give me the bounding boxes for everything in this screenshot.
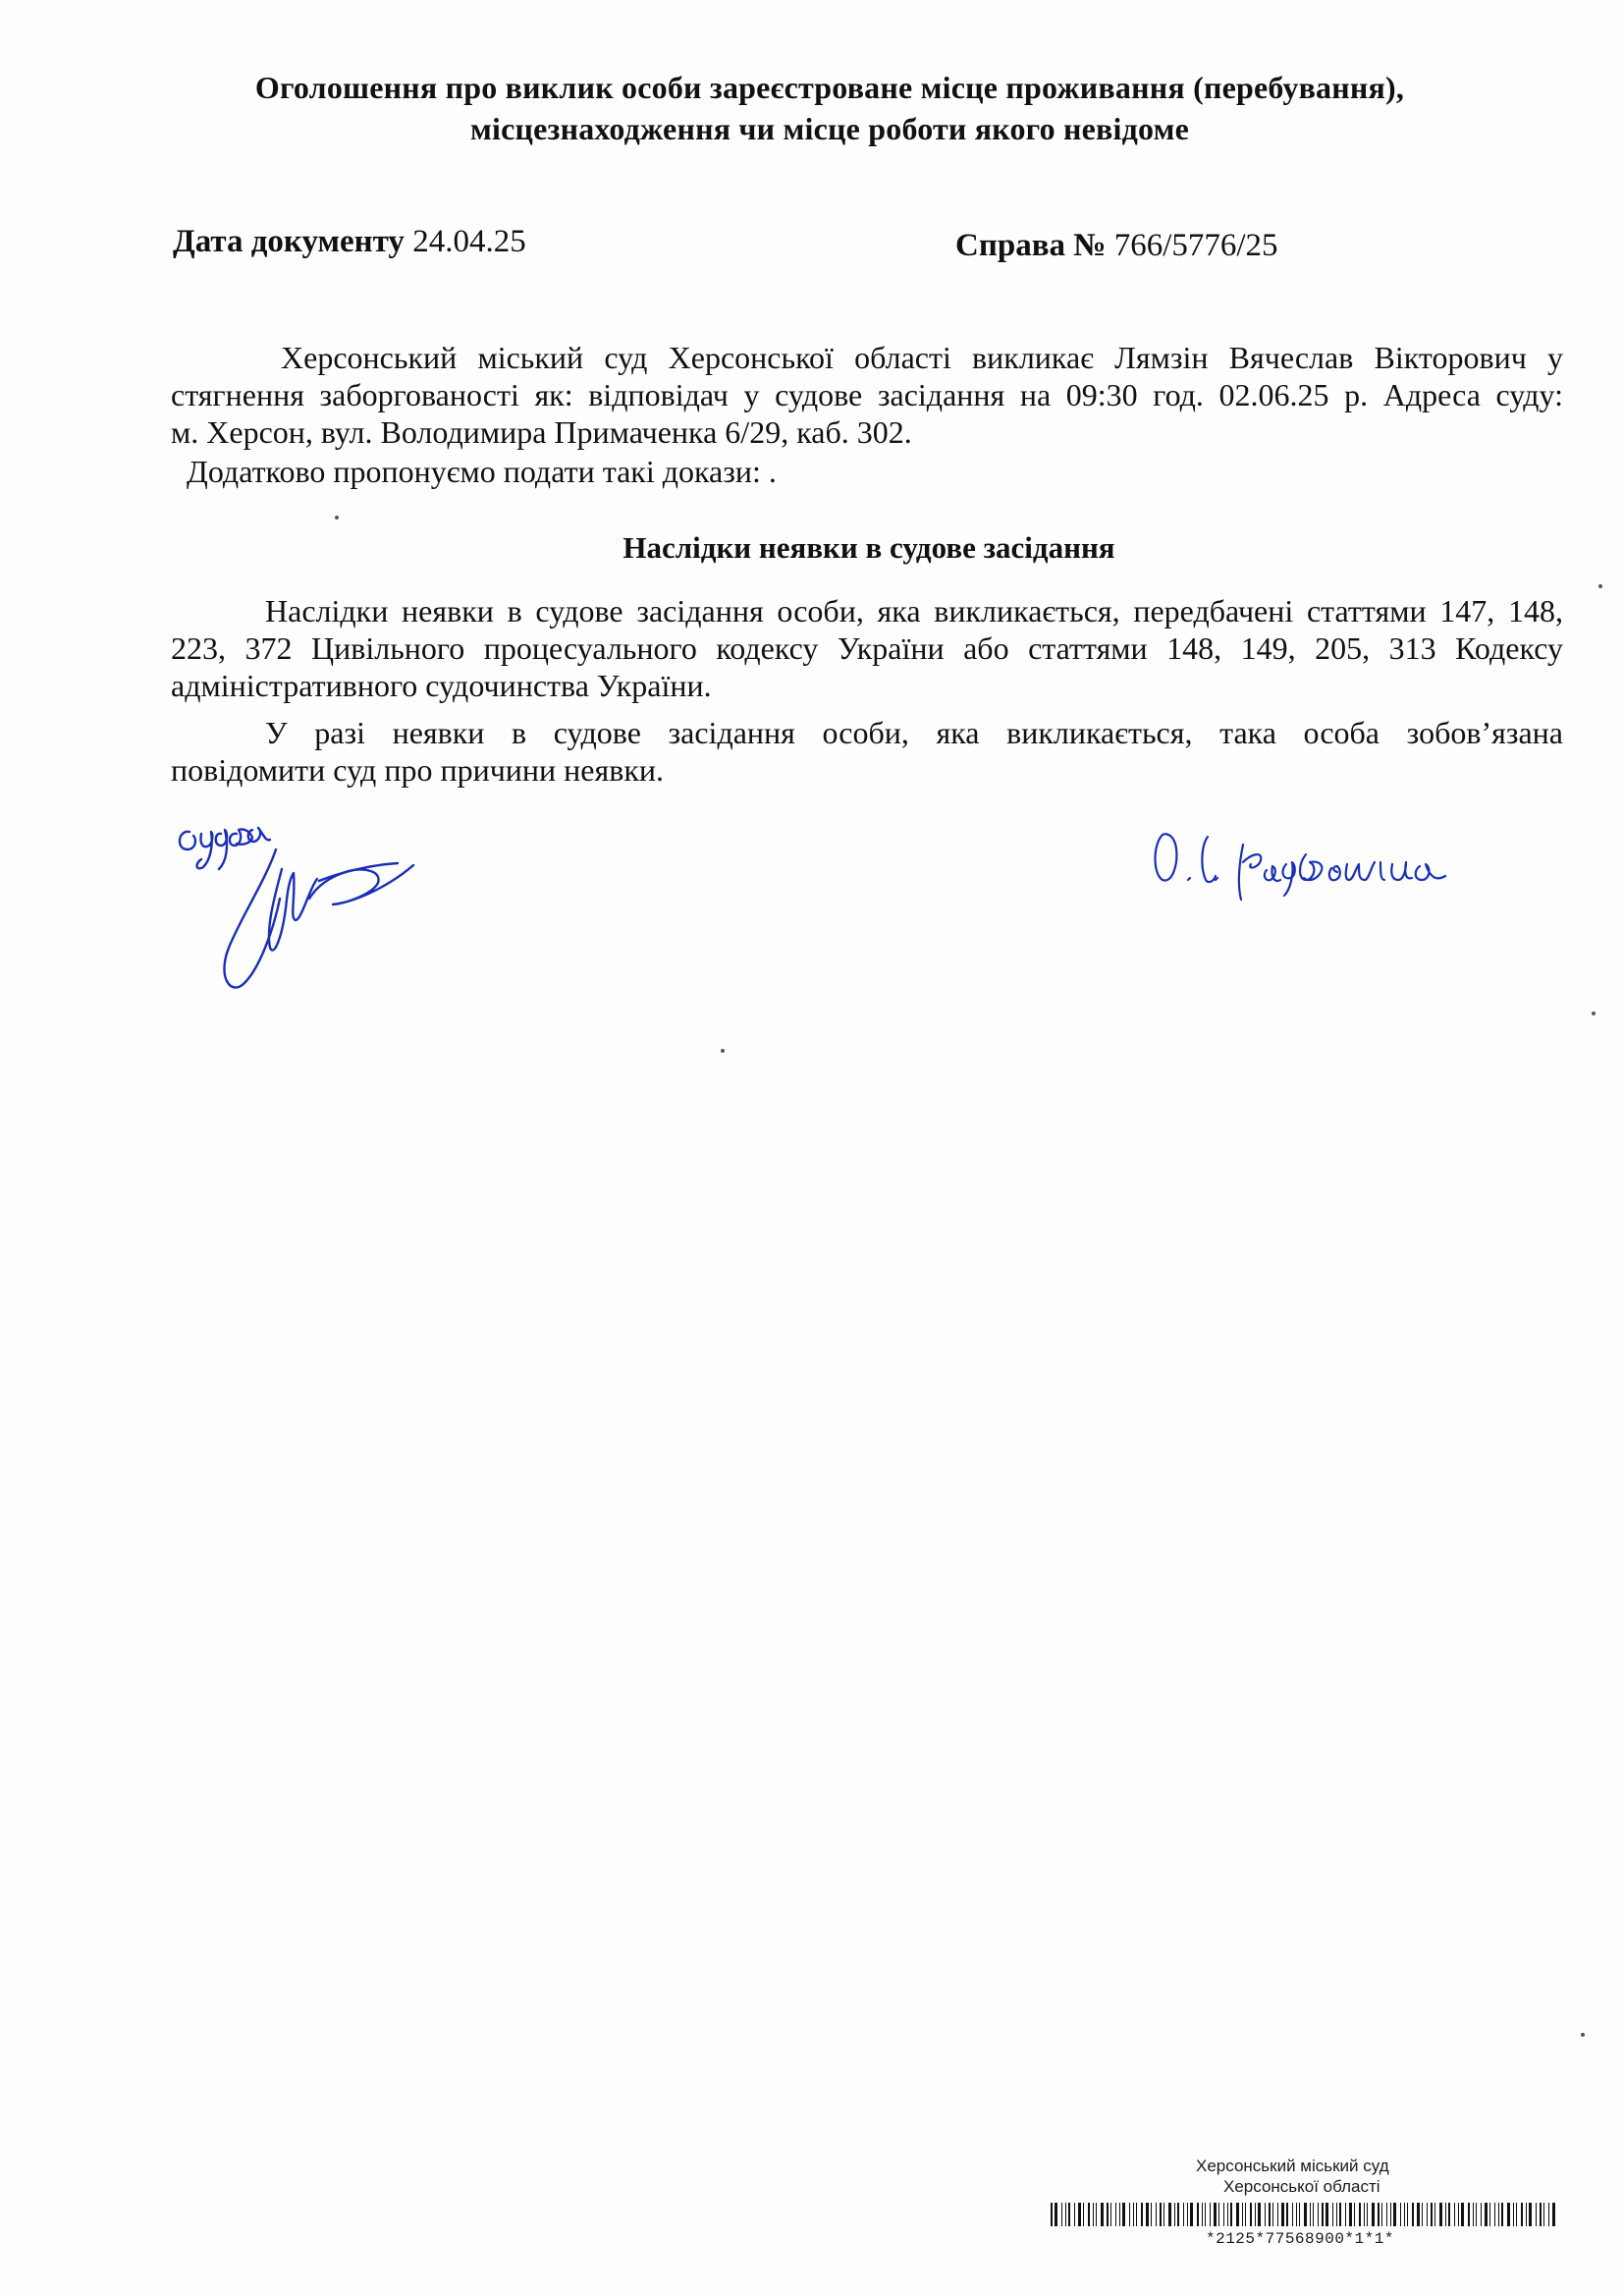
secretary-signature bbox=[1149, 805, 1483, 913]
obligation-line-1: У разі неявки в судове засідання особи, яка викликається, така особа зобов’язана bbox=[265, 715, 1563, 750]
title-line-1: Оголошення про виклик особи зареєстроване місце проживання (перебування), bbox=[254, 70, 1405, 105]
case-value: 766/5776/25 bbox=[1113, 228, 1278, 263]
barcode-number: *2125*77568900*1*1* bbox=[1206, 2230, 1394, 2248]
case-label: Справа № bbox=[955, 228, 1107, 263]
summons-line-3: м. Херсон, вул. Володимира Примаченка 6/29, каб. 302. bbox=[171, 414, 912, 450]
summons-paragraph bbox=[171, 339, 1563, 451]
consequences-line-1: Наслідки неявки в судове засідання особи, яка викликається, передбачені статтями 147, 148, bbox=[265, 593, 1563, 629]
stamp-court-name: Херсонський міський суд bbox=[1196, 2157, 1389, 2175]
obligation-paragraph bbox=[171, 714, 1563, 789]
document-title bbox=[177, 67, 1483, 149]
obligation-line-2: повідомити суд про причини неявки. bbox=[171, 752, 664, 788]
document-date bbox=[173, 224, 526, 260]
case-number bbox=[955, 228, 1278, 264]
consequences-paragraph bbox=[171, 592, 1563, 704]
barcode-graphic bbox=[1049, 2201, 1559, 2228]
summons-line-2: стягнення заборгованості як: відповідач у судове засідання на 09:30 год. 02.06.25 р. Адреса суду: bbox=[171, 377, 1563, 412]
consequences-line-3: адміністративного судочинства України. bbox=[171, 668, 712, 703]
evidence-request: Додатково пропонуємо подати такі докази: . bbox=[187, 454, 777, 489]
judge-signature bbox=[172, 810, 457, 1026]
date-value: 24.04.25 bbox=[412, 224, 526, 259]
scan-speck bbox=[1598, 584, 1602, 588]
scan-speck bbox=[335, 516, 339, 519]
consequences-heading: Наслідки неявки в судове засідання bbox=[622, 530, 1115, 565]
scan-speck bbox=[1581, 2033, 1585, 2037]
summons-line-1: Херсонський міський суд Херсонської області викликає Лямзін Вячеслав Вікторович у bbox=[281, 340, 1563, 375]
consequences-line-2: 223, 372 Цивільного процесуального кодексу України або статтями 148, 149, 205, 313 Кодексу bbox=[171, 630, 1563, 666]
date-label: Дата документу bbox=[173, 224, 405, 259]
stamp-region: Херсонської області bbox=[1223, 2177, 1380, 2196]
title-line-2: місцезнаходження чи місце роботи якого невідоме bbox=[469, 111, 1190, 146]
scan-speck bbox=[1592, 1011, 1596, 1015]
scan-speck bbox=[721, 1049, 725, 1053]
